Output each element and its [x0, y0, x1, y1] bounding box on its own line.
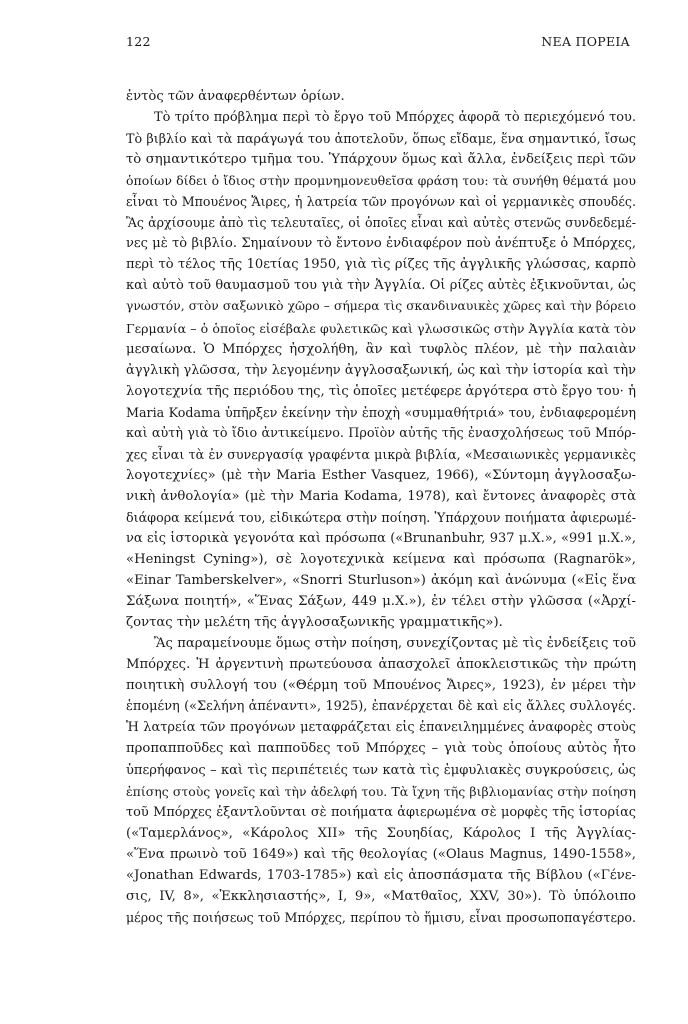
text-line: τοῦ Μπόρχες ἐξαντλοῦνται σὲ ποιήματα ἀφιερωμένα σὲ μορφὲς τῆς ἱστορίας: [126, 804, 636, 820]
text-line: Ἂς ἀρχίσουμε ἀπὸ τὶς τελευταῖες, οἱ ὁποῖες εἶναι καὶ αὐτὲς στενῶς συνδεδεμέ-: [126, 215, 636, 231]
text-line: καὶ αὐτὴ γιὰ τὸ ἴδιο ἀντικείμενο. Προϊὸν αὐτῆς τῆς ἐνασχολήσεως τοῦ Μπόρ-: [126, 425, 636, 441]
text-line: Γερμανία – ὁ ὁποῖος εἰσέβαλε φυλετικῶς καὶ γλωσσικῶς στὴν Ἀγγλία κατὰ τὸν: [126, 320, 636, 336]
text-line: ποιητικὴ συλλογή του («Θέρμη τοῦ Μπουένος Ἄιρες», 1923), ἐν μέρει τὴν: [126, 678, 636, 694]
text-line: νικὴ ἀνθολογία» (μὲ τὴν Maria Kodama, 1978), καὶ ἔντονες ἀναφορὲς στὰ: [126, 488, 636, 504]
text-line: ζοντας τὴν μελέτη τῆς ἀγγλοσαξωνικῆς γραμματικῆς»).: [126, 615, 503, 631]
text-line: χες εἶναι τὰ ἐν συνεργασίᾳ γραφέντα μικρὰ βιβλία, «Μεσαιωνικὲς γερμανικὲς: [126, 446, 636, 462]
text-line: νες μὲ τὸ βιβλίο. Σημαίνουν τὸ ἔντονο ἐνδιαφέρον ποὺ ἀνέπτυξε ὁ Μπόρχες,: [126, 236, 636, 252]
text-line: λογοτεχνία τῆς περιόδου της, τὶς ὁποῖες μετέφερε ἀργότερα στὸ ἔργο του· ἡ: [126, 383, 636, 399]
text-line: τὸ σημαντικότερο τμῆμα του. Ὑπάρχουν ὅμως καὶ ἄλλα, ἐνδείξεις περὶ τῶν: [126, 152, 636, 168]
text-line: «Jonathan Edwards, 1703-1785») καὶ εἰς ἀποσπάσματα τῆς Βίβλου («Γένε-: [126, 867, 636, 883]
text-line: ἀγγλικὴ γλῶσσα, τὴν λεγομένην ἀγγλοσαξωνική, ὡς καὶ τὴν ἱστορία καὶ τὴν: [126, 362, 636, 378]
text-line: Σάξωνα ποιητή», «Ἕνας Σάξων, 449 μ.Χ.»), ἐν τέλει στὴν γλῶσσα («Ἀρχί-: [126, 594, 636, 610]
text-line: «Heningst Cyning»), σὲ λογοτεχνικὰ κείμενα καὶ πρόσωπα (Ragnarök»,: [126, 552, 636, 568]
text-line: σις, IV, 8», «Ἐκκλησιαστής», I, 9», «Ματθαῖος, XXV, 30»). Τὸ ὑπόλοιπο: [126, 888, 636, 904]
text-line: «Ἕνα πρωινὸ τοῦ 1649») καὶ τῆς θεολογίας («Olaus Magnus, 1490-1558»,: [126, 846, 636, 862]
page-number: 122: [126, 34, 151, 49]
page-header: [126, 34, 630, 49]
text-line: Μπόρχες. Ἡ ἀργεντινὴ πρωτεύουσα ἀπασχολεῖ ἀποκλειστικῶς τὴν πρώτη: [126, 657, 636, 673]
text-line: μεσαίωνα. Ὁ Μπόρχες ἠσχολήθη, ἂν καὶ τυφλὸς πλέον, μὲ τὴν παλαιὰν: [126, 341, 636, 357]
text-line: Τὸ βιβλίο καὶ τὰ παράγωγά του ἀποτελοῦν, ὅπως εἴδαμε, ἕνα σημαντικό, ἴσως: [126, 131, 636, 147]
text-line: ἐντὸς τῶν ἀναφερθέντων ὁρίων.: [126, 89, 345, 104]
text-line: προπαπποῦδες καὶ παπποῦδες τοῦ Μπόρχες – γιὰ τοὺς ὁποίους αὐτὸς ἦτο: [126, 741, 636, 757]
text-line: Ἡ λατρεία τῶν προγόνων μεταφράζεται εἰς ἐπανειλημμένες ἀναφορὲς στοὺς: [126, 720, 636, 736]
text-line: ἐπίσης στοὺς γονεῖς καὶ τὴν ἀδελφή του. Τὰ ἴχνη τῆς βιβλιομανίας στὴν ποίηση: [126, 783, 636, 799]
text-line: ἑπομένη («Σελήνη ἀπέναντι», 1925), ἐπανέρχεται δὲ καὶ εἰς ἄλλες συλλογές.: [126, 699, 636, 715]
text-line: μέρος τῆς ποιήσεως τοῦ Μπόρχες, περίπου τὸ ἥμισυ, εἶναι προσωποπαγέστερο.: [126, 909, 636, 925]
text-line: καὶ αὐτὸ τοῦ θαυμασμοῦ του γιὰ τὴν Ἀγγλία. Οἱ ρίζες αὐτὲς ἐξικνοῦνται, ὡς: [126, 278, 636, 294]
text-line: ὑπερήφανος – καὶ τὶς περιπέτειές των κατὰ τὶς ἐμφυλιακὲς συγκρούσεις, ὡς: [126, 762, 636, 778]
text-line: γνωστόν, στὸν σαξωνικὸ χῶρο – σήμερα τὶς σκανδιναυικὲς χῶρες καὶ τὴν βόρειο: [126, 299, 636, 314]
text-line: λογοτεχνίες» (μὲ τὴν Maria Esther Vasquez, 1966), «Σύντομη ἀγγλοσαξω-: [126, 467, 636, 483]
text-line: περὶ τὸ τέλος τῆς 10ετίας 1950, γιὰ τὶς ρίζες τῆς ἀγγλικῆς γλώσσας, καρπὸ: [126, 257, 636, 273]
text-line: διάφορα κείμενά του, εἰδικώτερα στὴν ποίηση. Ὑπάρχουν ποιήματα ἀφιερωμέ-: [126, 509, 636, 525]
body-text: [126, 86, 636, 928]
text-line: Τὸ τρίτο πρόβλημα περὶ τὸ ἔργο τοῦ Μπόρχες ἀφορᾶ τὸ περιεχόμενό του.: [154, 110, 636, 126]
text-line: ὁποίων δίδει ὁ ἴδιος στὴν προμνημονευθεῖσα φράση του: τὰ συνήθη θέματά μου: [126, 173, 636, 189]
text-line: Ἂς παραμείνουμε ὅμως στὴν ποίηση, συνεχίζοντας μὲ τὶς ἐνδείξεις τοῦ: [154, 636, 636, 652]
running-title: ΝΕΑ ΠΟΡΕΙΑ: [541, 34, 630, 49]
text-line: («Ταμερλάνος», «Κάρολος XII» τῆς Σουηδίας, Κάρολος Ι τῆς Ἀγγλίας-: [126, 825, 636, 841]
text-line: Maria Kodama ὑπῆρξεν ἐκείνην τὴν ἐποχὴ «συμμαθήτριά» του, ἐνδιαφερομένη: [126, 404, 636, 420]
text-line: εἶναι τὸ Μπουένος Ἄιρες, ἡ λατρεία τῶν προγόνων καὶ οἱ γερμανικὲς σπουδές.: [126, 194, 636, 210]
text-line: «Einar Tamberskelver», «Snorri Sturluson») ἀκόμη καὶ ἀνώνυμα («Εἰς ἕνα: [126, 573, 636, 589]
text-line: να εἰς ἱστορικὰ γεγονότα καὶ πρόσωπα («Brunanbuhr, 937 μ.Χ.», «991 μ.Χ.»,: [126, 530, 636, 546]
